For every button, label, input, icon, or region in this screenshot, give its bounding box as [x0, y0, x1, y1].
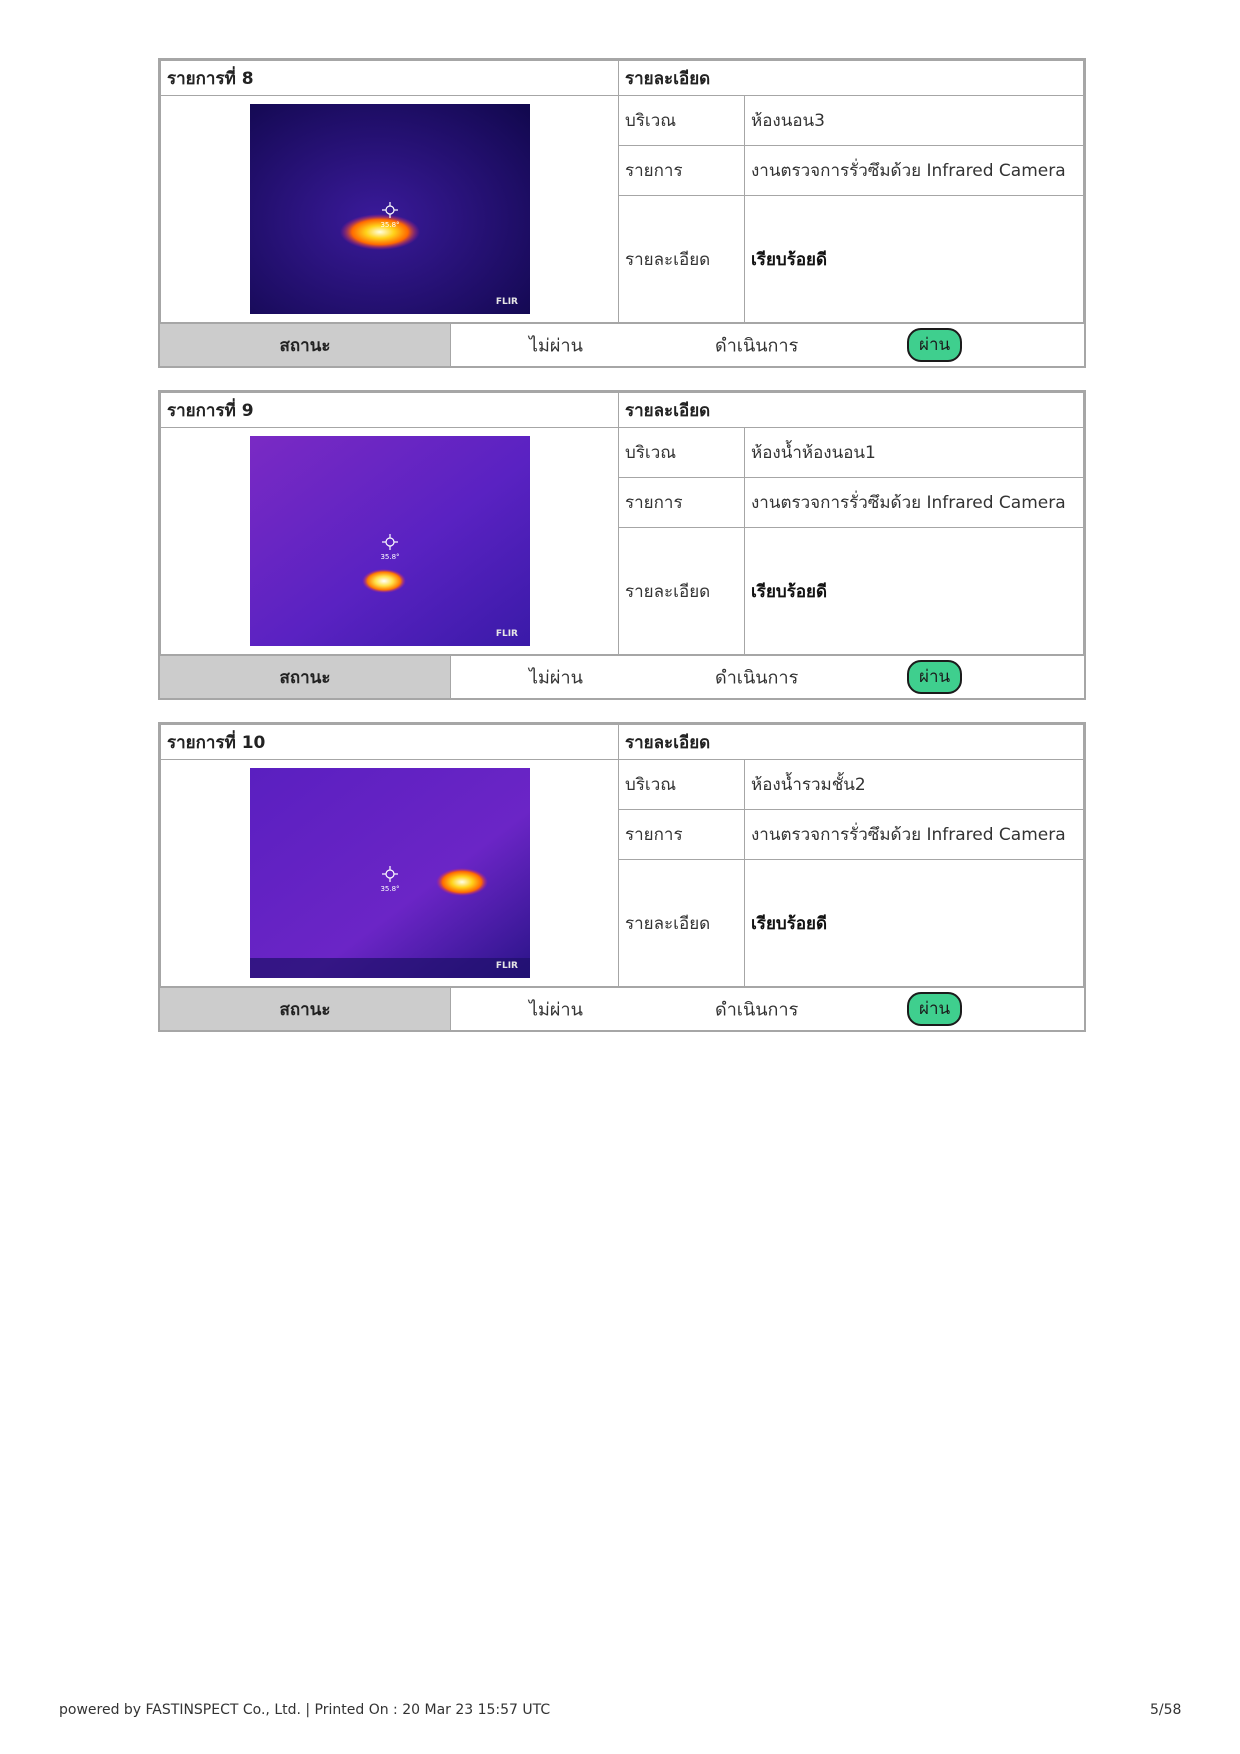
status-option-pass-selected[interactable]: ผ่าน — [907, 660, 962, 694]
thermal-photo-cell — [161, 96, 619, 323]
thermal-photo-cell — [161, 428, 619, 655]
flir-logo: FLIR — [495, 629, 518, 639]
inspection-card-9 — [158, 390, 1086, 700]
task-value: งานตรวจการรั่วซึมด้วย Infrared Camera — [745, 810, 1084, 860]
detail-value: เรียบร้อยดี — [745, 528, 1084, 655]
task-label: รายการ — [619, 478, 745, 528]
status-option-fail[interactable]: ไม่ผ่าน — [529, 667, 583, 689]
status-row — [160, 987, 1084, 1030]
flir-logo: FLIR — [495, 961, 518, 971]
detail-value: เรียบร้อยดี — [745, 196, 1084, 323]
status-option-fail[interactable]: ไม่ผ่าน — [529, 999, 583, 1021]
thermal-photo-cell — [161, 760, 619, 987]
area-label: บริเวณ — [619, 428, 745, 478]
inspection-table — [160, 724, 1084, 987]
area-value: ห้องนอน3 — [745, 96, 1084, 146]
area-value: ห้องน้ำรวมชั้น2 — [745, 760, 1084, 810]
status-option-pass-selected[interactable]: ผ่าน — [907, 992, 962, 1026]
status-label: สถานะ — [160, 324, 451, 366]
thermal-image[interactable] — [250, 104, 530, 314]
inspection-card-8 — [158, 58, 1086, 368]
detail-label: รายละเอียด — [619, 860, 745, 987]
page-number: 5/58 — [1150, 1702, 1182, 1718]
status-option-fail[interactable]: ไม่ผ่าน — [529, 335, 583, 357]
details-header: รายละเอียด — [619, 61, 1084, 96]
inspection-table — [160, 60, 1084, 323]
spot-temperature: 35.8° — [379, 221, 400, 229]
task-label: รายการ — [619, 146, 745, 196]
status-row — [160, 655, 1084, 698]
status-option-in-progress[interactable]: ดำเนินการ — [715, 999, 799, 1021]
flir-logo: FLIR — [495, 297, 518, 307]
inspection-table — [160, 392, 1084, 655]
status-options — [451, 988, 1084, 1030]
status-options — [451, 324, 1084, 366]
detail-value: เรียบร้อยดี — [745, 860, 1084, 987]
status-label: สถานะ — [160, 988, 451, 1030]
spot-temperature: 35.8° — [379, 885, 400, 893]
footer-credits: powered by FASTINSPECT Co., Ltd. | Printed On : 20 Mar 23 15:57 UTC — [59, 1702, 551, 1718]
detail-label: รายละเอียด — [619, 528, 745, 655]
spot-temperature: 35.8° — [379, 553, 400, 561]
area-label: บริเวณ — [619, 760, 745, 810]
status-option-pass-selected[interactable]: ผ่าน — [907, 328, 962, 362]
status-options — [451, 656, 1084, 698]
area-label: บริเวณ — [619, 96, 745, 146]
status-option-in-progress[interactable]: ดำเนินการ — [715, 667, 799, 689]
area-value: ห้องน้ำห้องนอน1 — [745, 428, 1084, 478]
inspection-card-10 — [158, 722, 1086, 1032]
thermal-image[interactable] — [250, 436, 530, 646]
thermal-image[interactable] — [250, 768, 530, 978]
item-title: รายการที่ 8 — [161, 61, 619, 96]
task-label: รายการ — [619, 810, 745, 860]
status-row — [160, 323, 1084, 366]
item-title: รายการที่ 10 — [161, 725, 619, 760]
details-header: รายละเอียด — [619, 725, 1084, 760]
item-title: รายการที่ 9 — [161, 393, 619, 428]
status-label: สถานะ — [160, 656, 451, 698]
details-header: รายละเอียด — [619, 393, 1084, 428]
task-value: งานตรวจการรั่วซึมด้วย Infrared Camera — [745, 146, 1084, 196]
detail-label: รายละเอียด — [619, 196, 745, 323]
task-value: งานตรวจการรั่วซึมด้วย Infrared Camera — [745, 478, 1084, 528]
status-option-in-progress[interactable]: ดำเนินการ — [715, 335, 799, 357]
